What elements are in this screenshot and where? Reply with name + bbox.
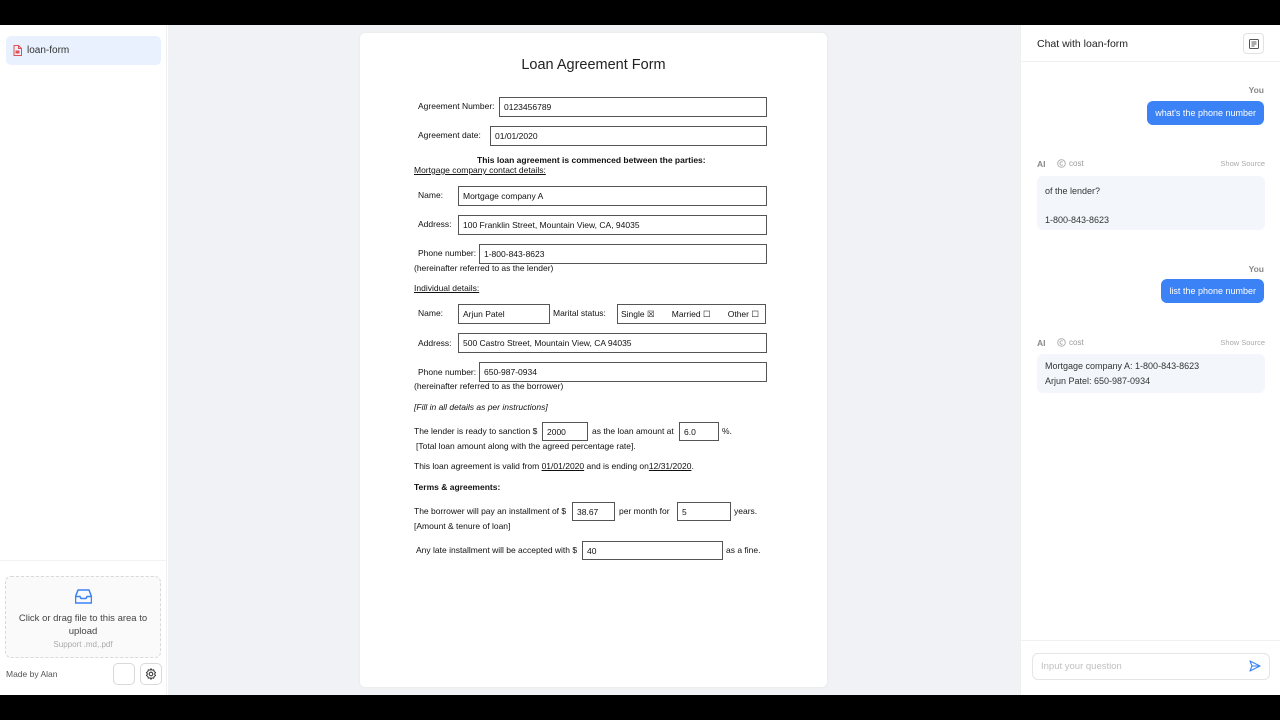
- instructions-note: [Fill in all details as per instructions]: [414, 402, 548, 412]
- sanction-amount-field[interactable]: 2000: [542, 422, 588, 441]
- sanction-label: The lender is ready to sanction $: [414, 426, 538, 436]
- lender-phone-field[interactable]: 1-800-843-8623: [479, 244, 767, 264]
- agreement-date-field[interactable]: 01/01/2020: [490, 126, 767, 146]
- inbox-icon: [6, 589, 160, 609]
- mortgage-heading: Mortgage company contact details:: [414, 165, 546, 175]
- you-label-2: You: [1248, 264, 1264, 274]
- borrower-address-label: Address:: [418, 338, 452, 348]
- lender-name-label: Name:: [418, 190, 444, 200]
- per-month-label: per month for: [619, 506, 670, 516]
- user-message-1: what's the phone number: [1147, 101, 1264, 125]
- validity-line: This loan agreement is valid from 01/01/2020 and is ending on12/31/2020.: [414, 461, 694, 471]
- years-field[interactable]: 5: [677, 502, 731, 521]
- cost-label: cost: [1069, 338, 1084, 347]
- ai-message-2-line-2: Arjun Patel: 650-987-0934: [1045, 375, 1151, 386]
- app-window: [0, 25, 1280, 695]
- show-source-link[interactable]: Show Source: [1220, 338, 1265, 347]
- send-button[interactable]: [1249, 659, 1261, 677]
- document-title: Loan Agreement Form: [521, 57, 666, 73]
- lender-name-field[interactable]: Mortgage company A: [458, 186, 767, 206]
- upload-dropzone[interactable]: [5, 576, 161, 658]
- chat-input-area: [1021, 640, 1280, 695]
- chat-title: Chat with loan-form: [1037, 38, 1129, 50]
- marital-other-checkbox[interactable]: Other ☐: [727, 308, 759, 319]
- parties-heading: This loan agreement is commenced between the parties:: [477, 155, 706, 165]
- agreement-date-label: Agreement date:: [418, 130, 481, 140]
- lender-phone-label: Phone number:: [418, 248, 477, 258]
- years-suffix: years.: [734, 506, 758, 516]
- valid-from-label: This loan agreement is valid from: [414, 461, 540, 471]
- upload-text: Click or drag file to this area to upload: [18, 613, 148, 637]
- borrower-note: (hereinafter referred to as the borrower): [414, 381, 564, 391]
- ai-message-2: [1037, 354, 1265, 393]
- instructions-text: Fill in all details as per instructions: [416, 402, 546, 412]
- agreement-number-field[interactable]: 0123456789: [499, 97, 767, 117]
- sidebar-divider: [0, 560, 166, 561]
- chat-panel: [1020, 25, 1280, 695]
- installment-field[interactable]: 38.67: [572, 502, 615, 521]
- terms-heading: Terms & agreements:: [414, 482, 501, 492]
- document-viewer[interactable]: [168, 25, 1020, 695]
- coin-icon: [1057, 159, 1066, 168]
- rate-field[interactable]: 6.0: [679, 422, 719, 441]
- ai-message-1-line-1: of the lender?: [1045, 186, 1101, 196]
- gear-icon: [145, 668, 157, 680]
- file-name: loan-form: [27, 45, 70, 56]
- loan-amount-label: as the loan amount at: [592, 426, 674, 436]
- cost-indicator: [1057, 338, 1084, 347]
- document-page: [360, 33, 827, 687]
- borrower-name-field[interactable]: Arjun Patel: [458, 304, 550, 324]
- late-fine-suffix: as a fine.: [726, 545, 761, 555]
- borrower-phone-label: Phone number:: [418, 367, 477, 377]
- chat-header: [1021, 25, 1280, 62]
- lender-address-field[interactable]: 100 Franklin Street, Mountain View, CA, 94035: [458, 215, 767, 235]
- marital-married-checkbox[interactable]: Married ☐: [671, 308, 711, 319]
- settings-button[interactable]: [140, 663, 162, 685]
- ai-message-1: [1037, 176, 1265, 230]
- amount-note: [Amount & tenure of loan]: [414, 521, 511, 531]
- file-item-loan-form[interactable]: [6, 36, 161, 65]
- sidebar: [0, 25, 167, 695]
- ai-label: AI: [1037, 159, 1046, 169]
- ai-message-2-line-1: Mortgage company A: 1-800-843-8623: [1045, 361, 1200, 371]
- total-note: [Total loan amount along with the agreed percentage rate].: [416, 441, 636, 451]
- question-input[interactable]: [1032, 653, 1270, 680]
- late-fine-label: Any late installment will be accepted with $: [416, 545, 578, 555]
- chat-history-button[interactable]: [1243, 33, 1264, 54]
- cost-indicator: [1057, 159, 1084, 168]
- marital-single-checkbox[interactable]: Single ☒: [621, 308, 655, 319]
- ai-message-header-2: [1037, 338, 1265, 350]
- lender-address-label: Address:: [418, 219, 452, 229]
- agreement-number-label: Agreement Number:: [418, 101, 495, 111]
- valid-to-date: 12/31/2020: [648, 461, 692, 471]
- ai-message-header-1: [1037, 159, 1265, 171]
- ai-label: AI: [1037, 338, 1046, 348]
- upload-hint: Support .md,.pdf: [53, 640, 113, 649]
- late-fine-field[interactable]: 40: [582, 541, 723, 560]
- lender-note: (hereinafter referred to as the lender): [414, 263, 554, 273]
- ai-message-1-line-2: 1-800-843-8623: [1045, 214, 1110, 225]
- pdf-file-icon: [13, 45, 22, 56]
- you-label-1: You: [1248, 85, 1264, 95]
- borrower-address-field[interactable]: 500 Castro Street, Mountain View, CA 94035: [458, 333, 767, 353]
- theme-toggle-button[interactable]: [113, 663, 135, 685]
- individual-heading: Individual details:: [414, 283, 480, 293]
- valid-from-date: 01/01/2020: [541, 461, 585, 471]
- marital-status-label: Marital status:: [553, 308, 606, 318]
- cost-label: cost: [1069, 159, 1084, 168]
- show-source-link[interactable]: Show Source: [1220, 159, 1265, 168]
- made-by-label: Made by Alan: [6, 669, 58, 679]
- rate-suffix: %.: [722, 426, 732, 436]
- valid-to-label: and is ending on: [586, 461, 649, 471]
- send-icon: [1249, 660, 1261, 672]
- user-message-2: list the phone number: [1161, 279, 1264, 303]
- borrower-name-label: Name:: [418, 308, 444, 318]
- installment-label: The borrower will pay an installment of $: [414, 506, 567, 516]
- marital-status-group: [617, 304, 766, 324]
- coin-icon: [1057, 338, 1066, 347]
- borrower-phone-field[interactable]: 650-987-0934: [479, 362, 767, 382]
- history-icon: [1249, 39, 1259, 49]
